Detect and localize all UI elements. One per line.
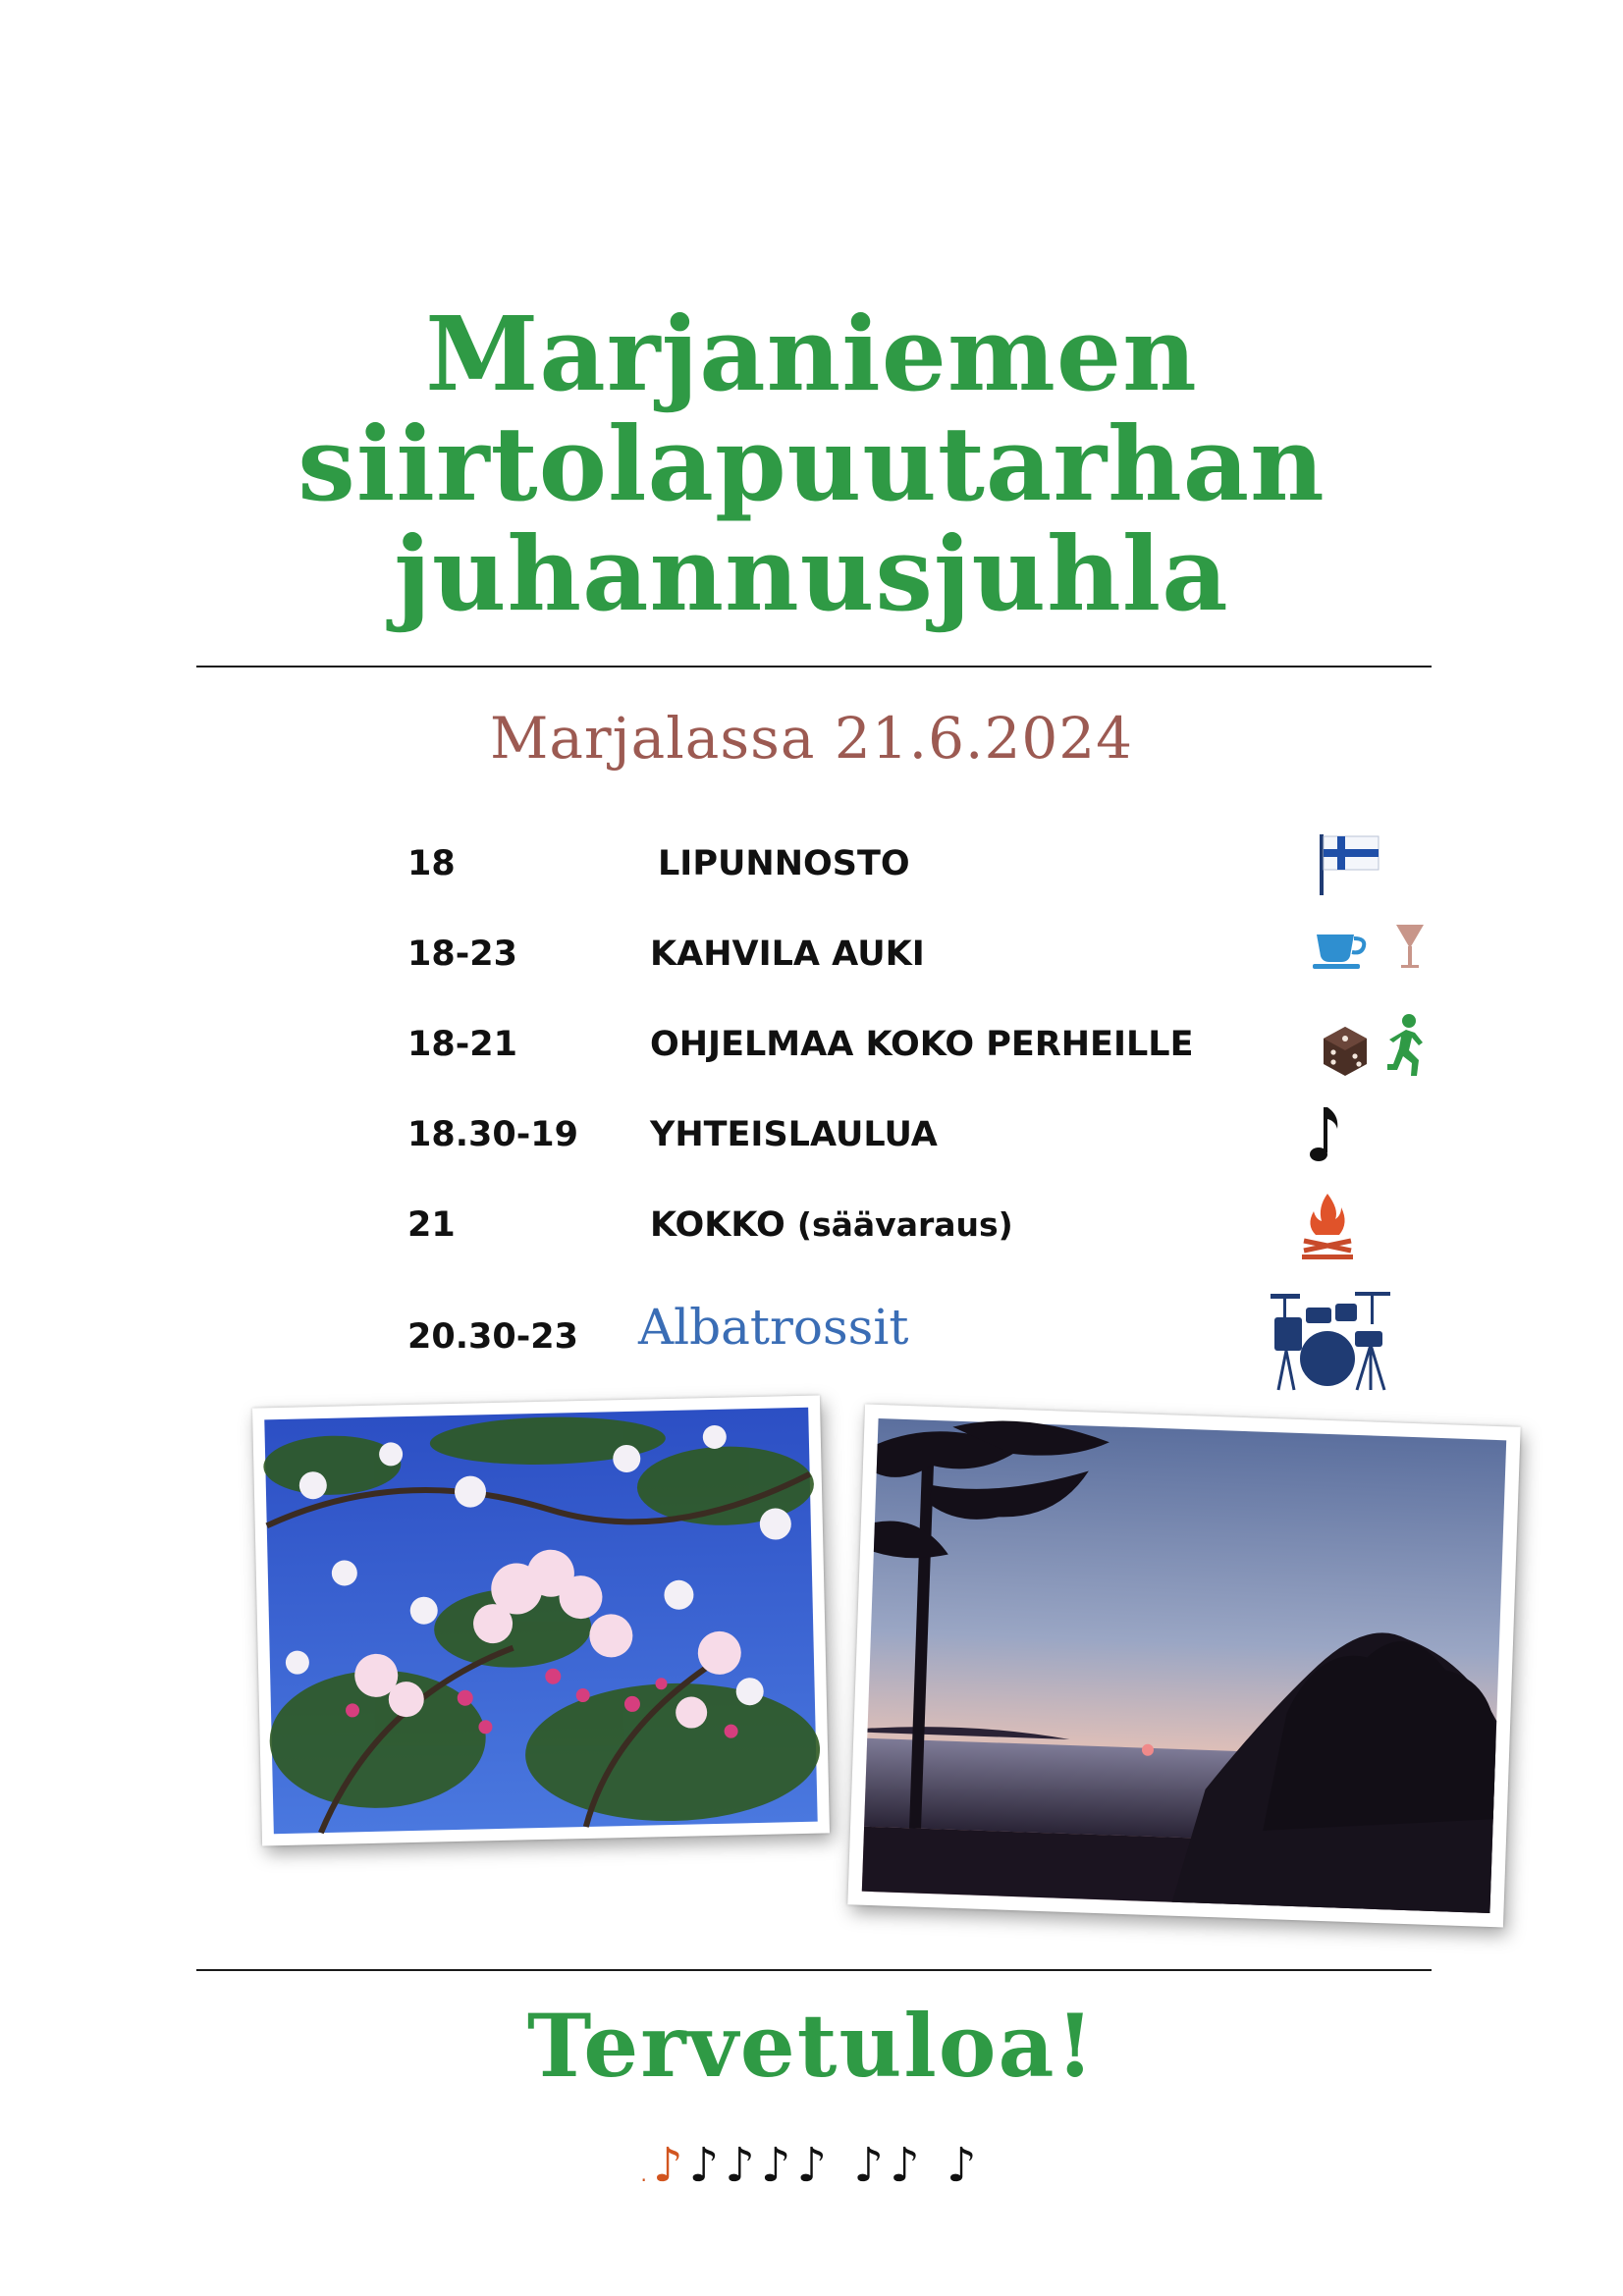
program-activity: KAHVILA AUKI [650, 934, 925, 974]
bonfire-icon [1296, 1186, 1359, 1264]
dot-icon: . [640, 2163, 653, 2186]
music-note-icon [1306, 1095, 1345, 1174]
program-time: 18.30-19 [407, 1115, 578, 1154]
page-title [0, 294, 1623, 634]
program-activity: LIPUNNOSTO [658, 844, 910, 883]
program-activity: YHTEISLAULUA [650, 1115, 938, 1154]
coffee-cup-icon [1311, 915, 1372, 993]
dice-icon [1318, 1005, 1373, 1084]
program-time: 20.30-23 [407, 1317, 578, 1357]
title-line-2: siirtolapuutarhan [298, 403, 1325, 524]
program-row [0, 825, 1623, 903]
program-time: 18-21 [407, 1025, 517, 1064]
music-note-first: ♪ [652, 2138, 689, 2193]
finnish-flag-icon [1314, 825, 1382, 903]
program-row [0, 1095, 1623, 1174]
sunset-seaside-photo [847, 1404, 1520, 1927]
title-line-3: juhannusjuhla [394, 513, 1229, 634]
top-divider [196, 666, 1432, 667]
program-time: 18 [407, 844, 456, 883]
program-row [0, 1288, 1623, 1366]
welcome-text: Tervetuloa! [526, 1995, 1097, 2097]
program-activity-note: (säävaraus) [796, 1205, 1013, 1244]
program-time: 18-23 [407, 934, 517, 974]
music-notes-decoration [0, 2138, 1623, 2193]
program-row [0, 1005, 1623, 1084]
drum-kit-icon [1267, 1288, 1396, 1366]
apple-blossom-photo [252, 1396, 830, 1846]
title-line-1: Marjaniemen [425, 294, 1198, 414]
program-activity [650, 1186, 1013, 1264]
bottom-divider [196, 1969, 1432, 1971]
program-row [0, 1186, 1623, 1264]
program-activity-name: KOKKO [650, 1205, 785, 1245]
program-activity: Albatrossit [638, 1299, 909, 1356]
program-time: 21 [407, 1205, 456, 1245]
music-notes-text: ♪♪♪♪♪ ♪♪ ♪ [652, 2138, 983, 2193]
program-row [0, 915, 1623, 993]
event-location-date: Marjalassa 21.6.2024 [489, 705, 1134, 772]
running-person-icon [1380, 1005, 1431, 1084]
cocktail-glass-icon [1392, 915, 1428, 993]
program-activity: OHJELMAA KOKO PERHEILLE [650, 1025, 1194, 1064]
